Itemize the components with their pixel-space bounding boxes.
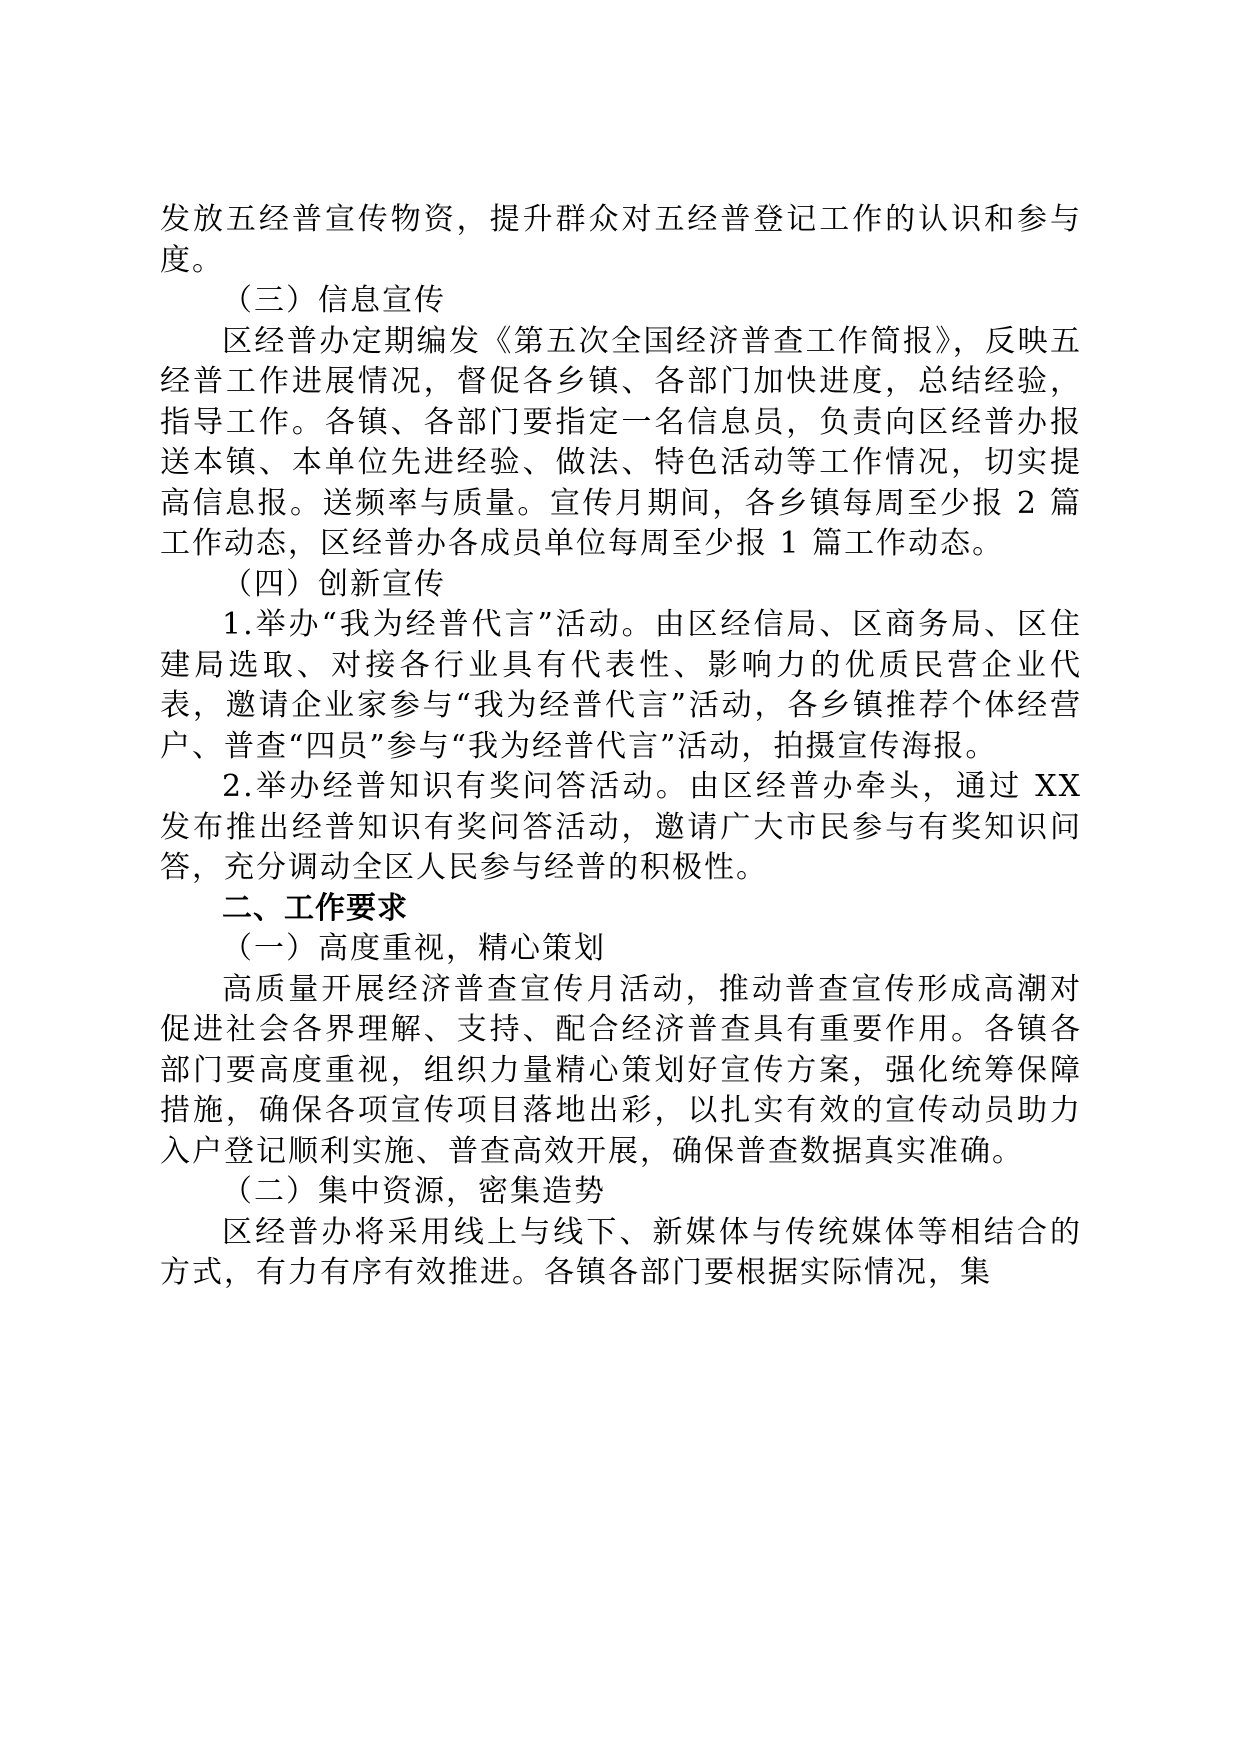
- section-heading-attention-planning: （一）高度重视，精心策划: [222, 931, 606, 966]
- chapter-heading-work-requirements: 二、工作要求: [222, 890, 408, 926]
- paragraph-info-publicity: 区经普办定期编发《第五次全国经济普查工作简报》，反映五经普工作进展情况，督促各乡镇、各部门加快进度，总结经验，指导工作。各镇、各部门要指定一名信息员，负责向区经普办报送本镇、本单位先进经验、做法、特色活动等工作情况，切实提高信息报。送频率与质量。宣传月期间，各乡镇每周至少报 2 篇工作动态，区经普办各成员单位每周至少报 1 篇工作动态。: [160, 323, 1082, 561]
- section-heading-resource-concentration: （二）集中资源，密集造势: [222, 1174, 606, 1209]
- paragraph-spokesperson-activity: 1.举办“我为经普代言”活动。由区经信局、区商务局、区住建局选取、对接各行业具有代表性、影响力的优质民营企业代表，邀请企业家参与“我为经普代言”活动，各乡镇推荐个体经营户、普查“四员”参与“我为经普代言”活动，拍摄宣传海报。: [160, 607, 1082, 764]
- paragraph-attention-planning: 高质量开展经济普查宣传月活动，推动普查宣传形成高潮对促进社会各界理解、支持、配合经济普查具有重要作用。各镇各部门要高度重视，组织力量精心策划好宣传方案，强化统筹保障措施，确保各项宣传项目落地出彩，以扎实有效的宣传动员助力入户登记顺利实施、普查高效开展，确保普查数据真实准确。: [160, 971, 1082, 1169]
- paragraph-quiz-activity: 2.举办经普知识有奖问答活动。由区经普办牵头，通过 XX 发布推出经普知识有奖问答活动，邀请广大市民参与有奖知识问答，充分调动全区人民参与经普的积极性。: [160, 769, 1082, 885]
- document-page: [160, 200, 1082, 1294]
- section-heading-info-publicity: （三）信息宣传: [222, 283, 446, 318]
- section-heading-innovative-publicity: （四）创新宣传: [222, 566, 446, 602]
- paragraph-materials: 发放五经普宣传物资，提升群众对五经普登记工作的认识和参与度。: [160, 202, 1082, 278]
- paragraph-resource-concentration: 区经普办将采用线上与线下、新媒体与传统媒体等相结合的方式，有力有序有效推进。各镇各部门要根据实际情况，集: [160, 1214, 1082, 1290]
